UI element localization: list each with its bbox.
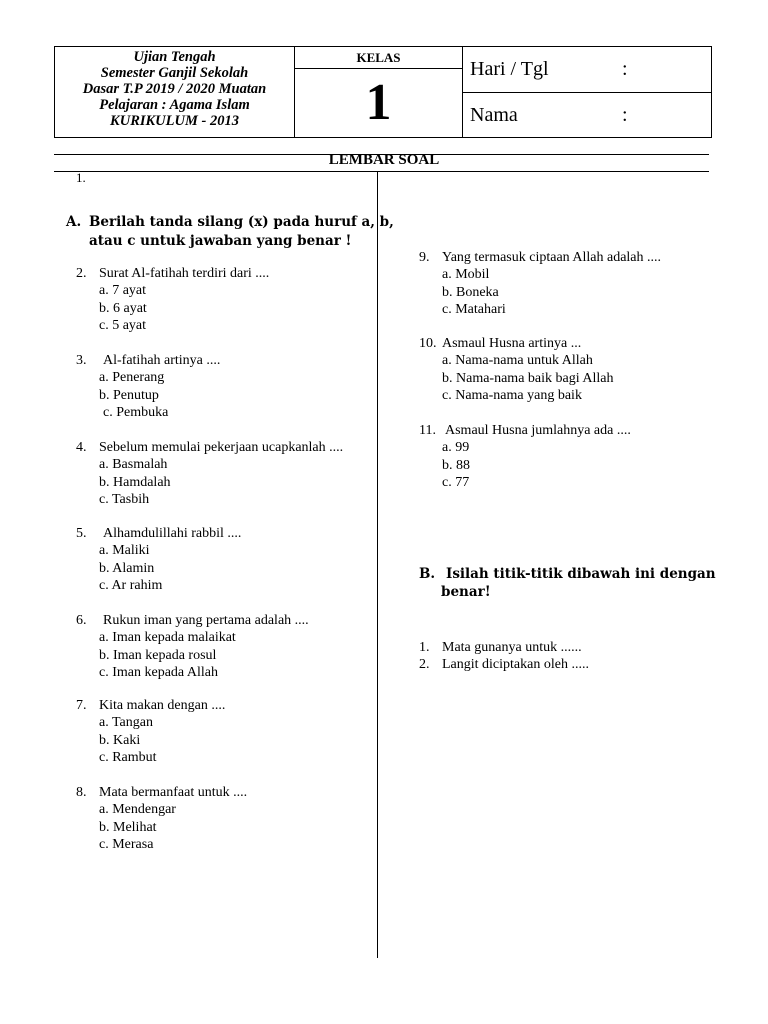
date-row [463, 47, 711, 93]
question-text: Mata gunanya untuk ...... [442, 640, 582, 655]
question-text: Langit diciptakan oleh ..... [442, 657, 589, 672]
answer-option: b. Nama-nama baik bagi Allah [442, 370, 614, 386]
answer-option: c. Merasa [99, 837, 154, 853]
stray-list-marker: 1. [76, 170, 86, 185]
question-text: Sebelum memulai pekerjaan ucapkanlah .... [99, 440, 344, 455]
section-a-line: Berilah tanda silang (x) pada huruf a, b, [89, 214, 394, 230]
question-number: 2. [76, 266, 87, 281]
section-b-line: Isilah titik-titik dibawah ini dengan [446, 566, 716, 582]
question-text: Mata bermanfaat untuk .... [99, 785, 248, 800]
header-table [54, 46, 712, 138]
answer-option: c. 77 [442, 475, 470, 491]
question-number: 7. [76, 698, 87, 713]
answer-option: a. Tangan [99, 715, 153, 731]
sheet-title: LEMBAR SOAL [328, 152, 440, 168]
exam-info-cell [55, 47, 295, 137]
kelas-value: 1 [365, 74, 392, 131]
title-rule-bottom [54, 171, 709, 172]
exam-line: Pelajaran : Agama Islam [99, 97, 250, 113]
question-text: Yang termasuk ciptaan Allah adalah .... [442, 250, 662, 265]
question-number: 8. [76, 785, 87, 800]
kelas-label: KELAS [295, 47, 462, 69]
answer-option: b. Iman kepada rosul [99, 647, 217, 663]
exam-line: KURIKULUM - 2013 [110, 113, 239, 129]
answer-option: c. Iman kepada Allah [99, 665, 218, 681]
question-number: 10. [419, 336, 437, 351]
answer-option: b. Penutup [99, 387, 159, 403]
exam-line: Semester Ganjil Sekolah [100, 65, 249, 81]
answer-option: c. Rambut [99, 750, 157, 766]
name-label: Nama [470, 104, 518, 126]
section-a-line: atau c untuk jawaban yang benar ! [89, 233, 352, 249]
name-colon: : [622, 104, 628, 126]
answer-option: a. Nama-nama untuk Allah [442, 353, 593, 369]
question-number: 2. [419, 657, 430, 672]
answer-option: b. 88 [442, 457, 470, 473]
answer-option: b. Boneka [442, 284, 499, 300]
column-divider [377, 172, 378, 958]
answer-option: b. 6 ayat [99, 300, 147, 316]
question-text: Asmaul Husna jumlahnya ada .... [445, 423, 631, 438]
answer-option: b. Melihat [99, 819, 157, 835]
section-b-marker: B. [419, 566, 436, 582]
answer-option: a. Mobil [442, 267, 490, 283]
answer-option: a. 7 ayat [99, 283, 147, 299]
answer-option: a. Maliki [99, 543, 150, 559]
date-colon: : [622, 58, 628, 80]
question-text: Surat Al-fatihah terdiri dari .... [99, 266, 270, 281]
question-text: Al-fatihah artinya .... [103, 353, 221, 368]
answer-option: a. Basmalah [99, 457, 168, 473]
answer-option: c. Nama-nama yang baik [442, 388, 582, 404]
question-number: 1. [419, 640, 430, 655]
question-text: Alhamdulillahi rabbil .... [103, 526, 242, 541]
answer-option: c. 5 ayat [99, 318, 147, 334]
answer-option: a. 99 [442, 440, 470, 456]
answer-option: a. Iman kepada malaikat [99, 630, 236, 646]
answer-option: c. Ar rahim [99, 578, 163, 594]
date-label: Hari / Tgl [470, 58, 549, 80]
kelas-cell [295, 47, 463, 137]
question-number: 9. [419, 250, 430, 265]
question-number: 11. [419, 423, 436, 438]
exam-line: Dasar T.P 2019 / 2020 Muatan [82, 81, 267, 97]
question-number: 3. [76, 353, 87, 368]
student-info-cell [463, 47, 711, 137]
answer-option: c. Tasbih [99, 492, 150, 508]
question-text: Asmaul Husna artinya ... [442, 336, 582, 351]
answer-option: a. Mendengar [99, 802, 176, 818]
answer-option: b. Alamin [99, 560, 155, 576]
question-text: Rukun iman yang pertama adalah .... [103, 613, 309, 628]
question-text: Kita makan dengan .... [99, 698, 226, 713]
answer-option: c. Matahari [442, 302, 506, 318]
answer-option: b. Hamdalah [99, 474, 171, 490]
question-number: 5. [76, 526, 87, 541]
section-b-line: benar! [441, 584, 491, 600]
question-number: 4. [76, 440, 87, 455]
question-number: 6. [76, 613, 87, 628]
answer-option: c. Pembuka [103, 405, 169, 421]
answer-option: a. Penerang [99, 370, 165, 386]
exam-line: Ujian Tengah [133, 49, 216, 65]
answer-option: b. Kaki [99, 732, 141, 748]
section-a-marker: A. [66, 214, 82, 230]
